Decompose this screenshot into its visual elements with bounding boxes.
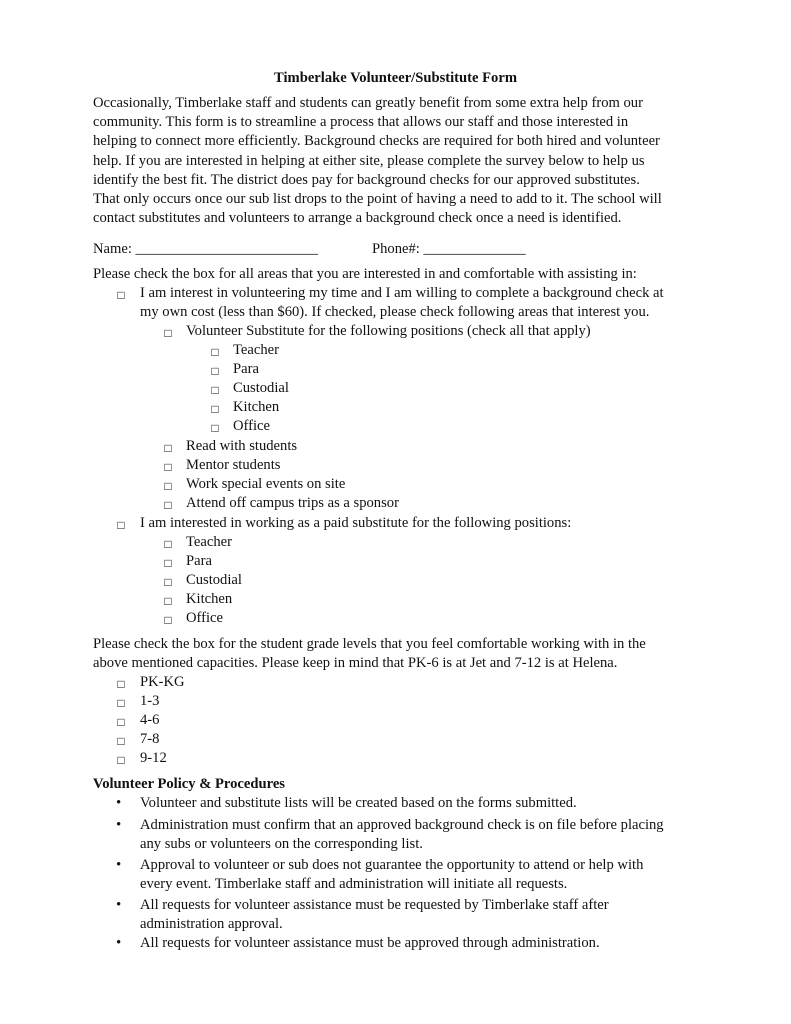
paid-substitute-checkbox[interactable] [116,520,126,530]
paid-para-checkbox[interactable] [163,558,173,568]
phone-field[interactable]: Phone#: ______________ [372,241,526,257]
intro-line: help. If you are interested in helping at either site, please complete the survey below to help us [93,152,645,169]
intro-line: community. This form is to streamline a process that allows our staff and those interested in [93,114,629,131]
volunteer-area-label: Attend off campus trips as a sponsor [186,495,399,511]
intro-line: That only occurs once our sub list drops to the point of having a need to add to it. The school will [93,191,662,208]
policy-item-cont: every event. Timberlake staff and administration will initiate all requests. [140,876,568,892]
intro-line: helping to connect more efficiently. Background checks are required for both hired and volunteer [93,133,660,150]
contact-row [93,240,526,259]
paid-teacher-checkbox[interactable] [163,539,173,549]
volunteer-option-label: I am interest in volunteering my time and I am willing to complete a background check at [140,285,664,301]
grade-level-label: 1-3 [140,693,160,709]
grades-prompt-cont: above mentioned capacities. Please keep in mind that PK-6 is at Jet and 7-12 is at Helena. [93,655,618,671]
grade-level-label: 9-12 [140,750,167,766]
grade-1-3-checkbox[interactable] [116,698,126,708]
paid-substitute-label: I am interested in working as a paid substitute for the following positions: [140,515,572,531]
policy-item: All requests for volunteer assistance must be requested by Timberlake staff after [140,897,609,913]
vol-position-label: Para [233,361,259,377]
off-campus-trips-checkbox[interactable] [163,500,173,510]
volunteer-substitute-label: Volunteer Substitute for the following positions (check all that apply) [186,323,591,339]
name-field[interactable]: Name: _________________________ [93,241,318,257]
bullet-icon [116,934,126,953]
vol-position-label: Teacher [233,342,279,358]
paid-position-label: Custodial [186,572,242,588]
bullet-icon [116,816,126,835]
policy-item: All requests for volunteer assistance must be approved through administration. [140,935,600,951]
volunteer-option-label-cont: my own cost (less than $60). If checked, please check following areas that interest you. [140,304,650,320]
policy-item-cont: any subs or volunteers on the corresponding list. [140,836,423,852]
grade-level-label: 7-8 [140,731,160,747]
vol-kitchen-checkbox[interactable] [210,404,220,414]
areas-prompt: Please check the box for all areas that you are interested in and comfortable with assisting in: [93,266,637,282]
policy-heading: Volunteer Policy & Procedures [93,776,285,792]
paid-position-label: Office [186,610,224,626]
vol-office-checkbox[interactable] [210,423,220,433]
bullet-icon [116,856,126,875]
mentor-students-checkbox[interactable] [163,462,173,472]
volunteer-area-label: Read with students [186,438,298,454]
vol-position-label: Custodial [233,380,289,396]
policy-item: Administration must confirm that an approved background check is on file before placing [140,817,664,833]
grade-4-6-checkbox[interactable] [116,717,126,727]
vol-para-checkbox[interactable] [210,366,220,376]
bullet-icon [116,794,126,813]
vol-teacher-checkbox[interactable] [210,347,220,357]
form-title: Timberlake Volunteer/Substitute Form [274,70,517,86]
volunteer-checkbox[interactable] [116,290,126,300]
grade-pk-kg-checkbox[interactable] [116,679,126,689]
intro-line: contact substitutes and volunteers to arrange a background check once a need is identified. [93,210,622,227]
paid-position-label: Kitchen [186,591,233,607]
volunteer-area-label: Work special events on site [186,476,346,492]
grade-7-8-checkbox[interactable] [116,736,126,746]
volunteer-substitute-checkbox[interactable] [163,328,173,338]
grade-9-12-checkbox[interactable] [116,755,126,765]
intro-paragraph [93,94,705,228]
vol-position-label: Office [233,418,271,434]
intro-line: Occasionally, Timberlake staff and students can greatly benefit from some extra help from our [93,95,643,111]
vol-custodial-checkbox[interactable] [210,385,220,395]
paid-custodial-checkbox[interactable] [163,577,173,587]
policy-item: Approval to volunteer or sub does not guarantee the opportunity to attend or help with [140,857,644,873]
grades-prompt: Please check the box for the student grade levels that you feel comfortable working with in the [93,636,646,652]
intro-line: identify the best fit. The district does pay for background checks for our approved substitutes. [93,171,640,188]
paid-position-label: Teacher [186,534,232,550]
read-with-students-checkbox[interactable] [163,443,173,453]
policy-item: Volunteer and substitute lists will be created based on the forms submitted. [140,795,577,811]
vol-position-label: Kitchen [233,399,280,415]
volunteer-area-label: Mentor students [186,457,281,473]
special-events-checkbox[interactable] [163,481,173,491]
paid-kitchen-checkbox[interactable] [163,596,173,606]
policy-item-cont: administration approval. [140,916,283,932]
grade-level-label: 4-6 [140,712,160,728]
grade-level-label: PK-KG [140,674,185,690]
bullet-icon [116,896,126,915]
paid-position-label: Para [186,553,212,569]
paid-office-checkbox[interactable] [163,615,173,625]
